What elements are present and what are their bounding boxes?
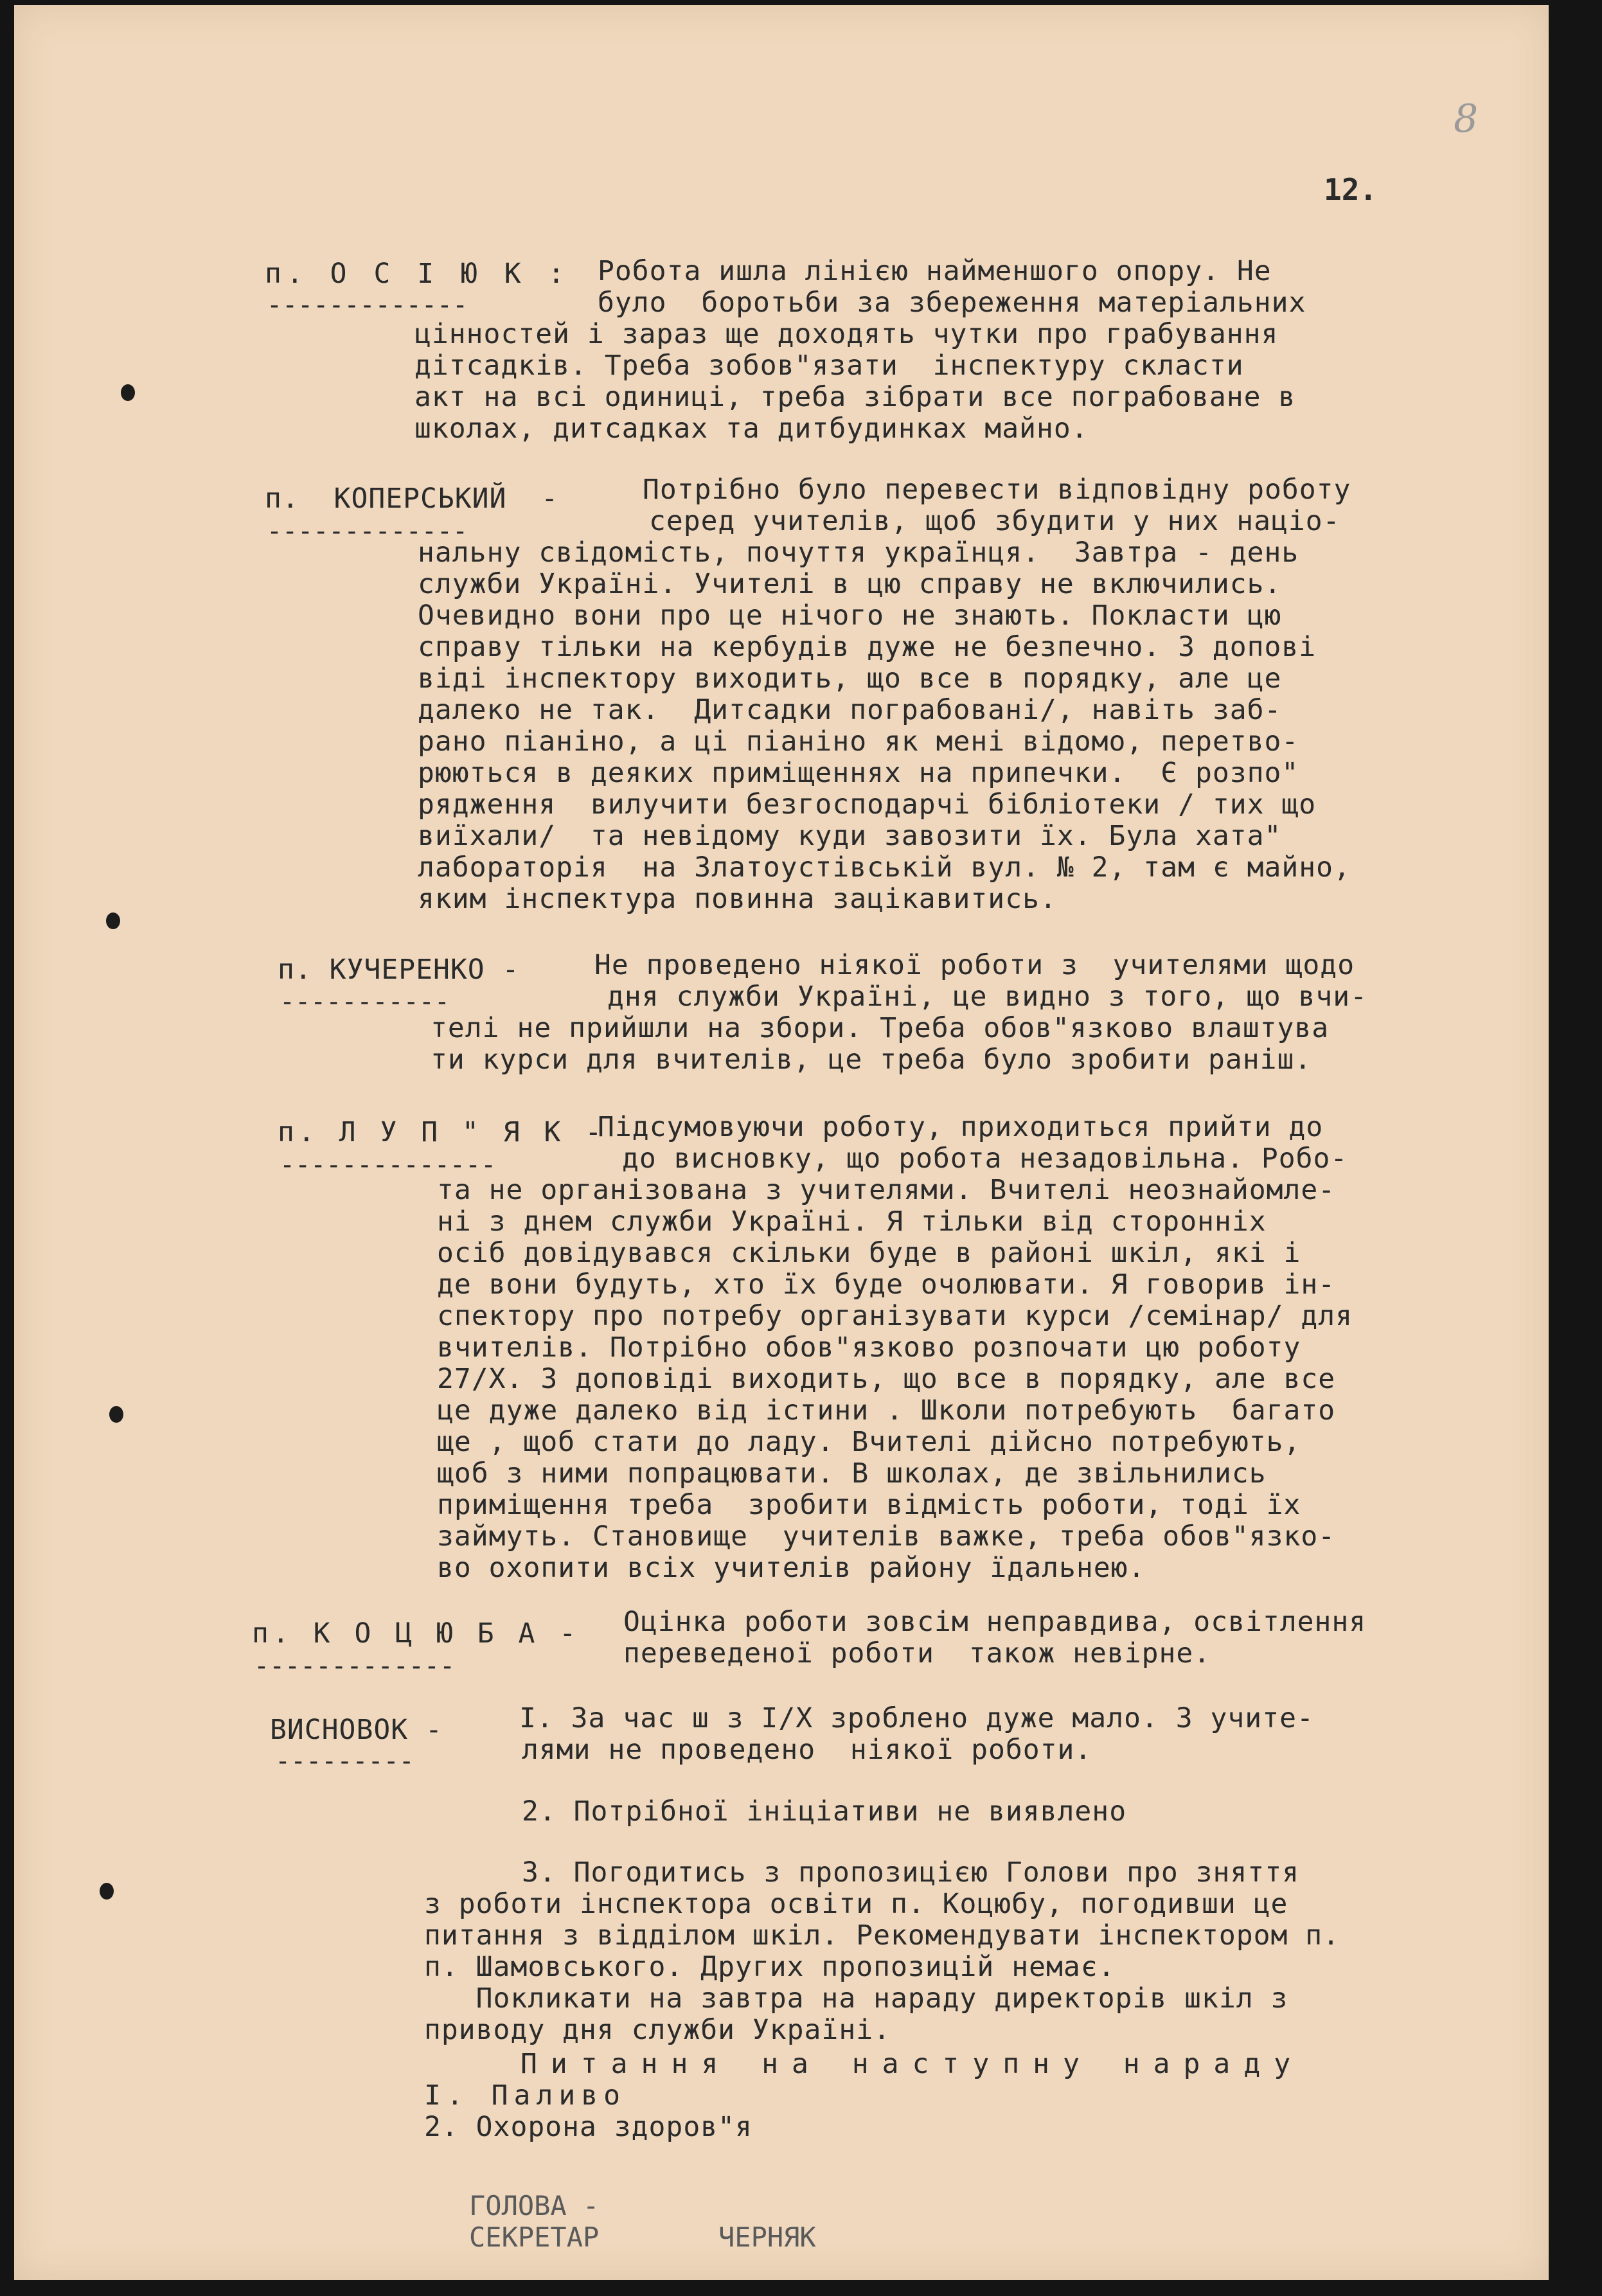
speaker-name: п. О С І Ю К :: [265, 258, 570, 290]
speaker-name: п. КУЧЕРЕНКО -: [278, 954, 520, 986]
binding-hole: [106, 912, 120, 929]
page-number: 12.: [1324, 172, 1378, 207]
speaker-text: Робота ишла лінією найменшого опору. Не було боротьби за збереження матеріальних: [598, 255, 1306, 319]
conclusion-label: ВИСНОВОК -: [270, 1714, 443, 1746]
agenda-item: 2. Охорона здоров"я: [424, 2111, 752, 2143]
conclusion-item-2: 2. Потрібної ініціативи не виявлено: [522, 1795, 1127, 1828]
speaker-text: до висновку, що робота незадовільна. Робо-: [622, 1143, 1348, 1175]
underline: -------------: [254, 1651, 456, 1681]
speaker-text: Потрібно було перевести відповідну роботу: [643, 474, 1351, 506]
secretary-label: СЕКРЕТАР: [469, 2221, 600, 2253]
binding-hole: [100, 1883, 114, 1900]
speaker-text: Не проведено ніякої роботи з учителями щодо: [594, 949, 1355, 981]
underline: -------------: [267, 517, 468, 546]
binding-hole: [109, 1406, 123, 1423]
chair-label: ГОЛОВА -: [469, 2190, 600, 2221]
speaker-text: Підсумовуючи роботу, приходиться прийти до: [598, 1111, 1324, 1143]
agenda-items: [424, 2080, 752, 2143]
speaker-text: та не організована з учителями. Вчителі неознайомле- ні з днем служби Україні. Я тільки від сторонніх осіб довідувався скільки буде в районі шкіл, які і де вони будуть, хто їх буде очолювати. Я говорив ін- спектору про потребу організувати курси /семінар/ для вчителів. Потрібно обов"язково розпочати цю роботу 27/Х. З доповіді виходить, що все в порядку, але все це дуже далеко від істини . Школи потребують багато ще , щоб стати до ладу. Вчителі дійсно потребують, щоб з ними попрацювати. В школах, де звільнились приміщення треба зробити відмість роботи, тоді їх займуть. Становище учителів важке, треба обов"язко- во охопити всіх учителів району їдальнею.: [437, 1174, 1353, 1584]
underline: --------------: [280, 1150, 497, 1180]
speaker-name: п. КОПЕРСЬКИЙ -: [265, 483, 559, 515]
secretary-name: ЧЕРНЯК: [718, 2221, 816, 2253]
speaker-text: телі не прийшли на збори. Треба обов"язково влаштува ти курси для вчителів, це треба було зробити раніш.: [431, 1012, 1330, 1076]
agenda-title: Питання на наступну нараду: [521, 2048, 1304, 2080]
speaker-name: п. Л У П " Я К -: [278, 1116, 606, 1148]
speaker-text: серед учителів, щоб збудити у них націо-: [649, 505, 1340, 537]
speaker-text: Оцінка роботи зовсім неправдива, освітлення переведеної роботи також невірне.: [623, 1606, 1367, 1669]
conclusion-item-1: І. За час ш з І/Х зроблено дуже мало. З учите-: [519, 1702, 1314, 1734]
underline: -------------: [267, 290, 468, 320]
archive-number: 8: [1454, 96, 1479, 141]
conclusion-item-3: 3. Погодитись з пропозицією Голови про зняття: [522, 1856, 1299, 1889]
speaker-text: нальну свідомість, почуття українця. Завтра - день служби Україні. Учителі в цю справу не включились. Очевидно вони про це нічого не знають. Покласти цю справу тільки на кербудів дуже не безпечно. З допові віді інспектору виходить, що все в порядку, але це далеко не так. Дитсадки пограбовані/, навіть заб- рано піаніно, а ці піаніно як мені відомо, перетво- рюються в деяких приміщеннях на припечки. Є розпо" рядження вилучити безгосподарчі бібліотеки / тих що виїхали/ та невідому куди завозити їх. Була хата" лабораторія на Златоустівській вул. № 2, там є майно, яким інспектура повинна зацікавитись.: [418, 537, 1351, 915]
speaker-text: цінностей і зараз ще доходять чутки про грабування дітсадків. Треба зобов"язати інспектуру скласти акт на всі одиниці, треба зібрати все пограбоване в школах, дитсадках та дитбудинках майно.: [414, 318, 1296, 445]
underline: -----------: [280, 987, 450, 1017]
conclusion-item-3: з роботи інспектора освіти п. Коцюбу, погодивши це питання з відділом шкіл. Рекомендувати інспектором п. п. Шамовського. Других пропозицій немає. Покликати на завтра на нараду директорів шкіл з приводу дня служби Україні.: [424, 1888, 1340, 2046]
underline: ---------: [275, 1747, 414, 1776]
conclusion-item-1: лями не проведено ніякої роботи.: [522, 1734, 1092, 1766]
speaker-name: п. К О Ц Ю Б А -: [252, 1617, 580, 1650]
agenda-item: І. Паливо: [424, 2079, 626, 2112]
speaker-text: дня служби Україні, це видно з того, що вчи-: [607, 981, 1368, 1013]
binding-hole: [121, 384, 135, 401]
